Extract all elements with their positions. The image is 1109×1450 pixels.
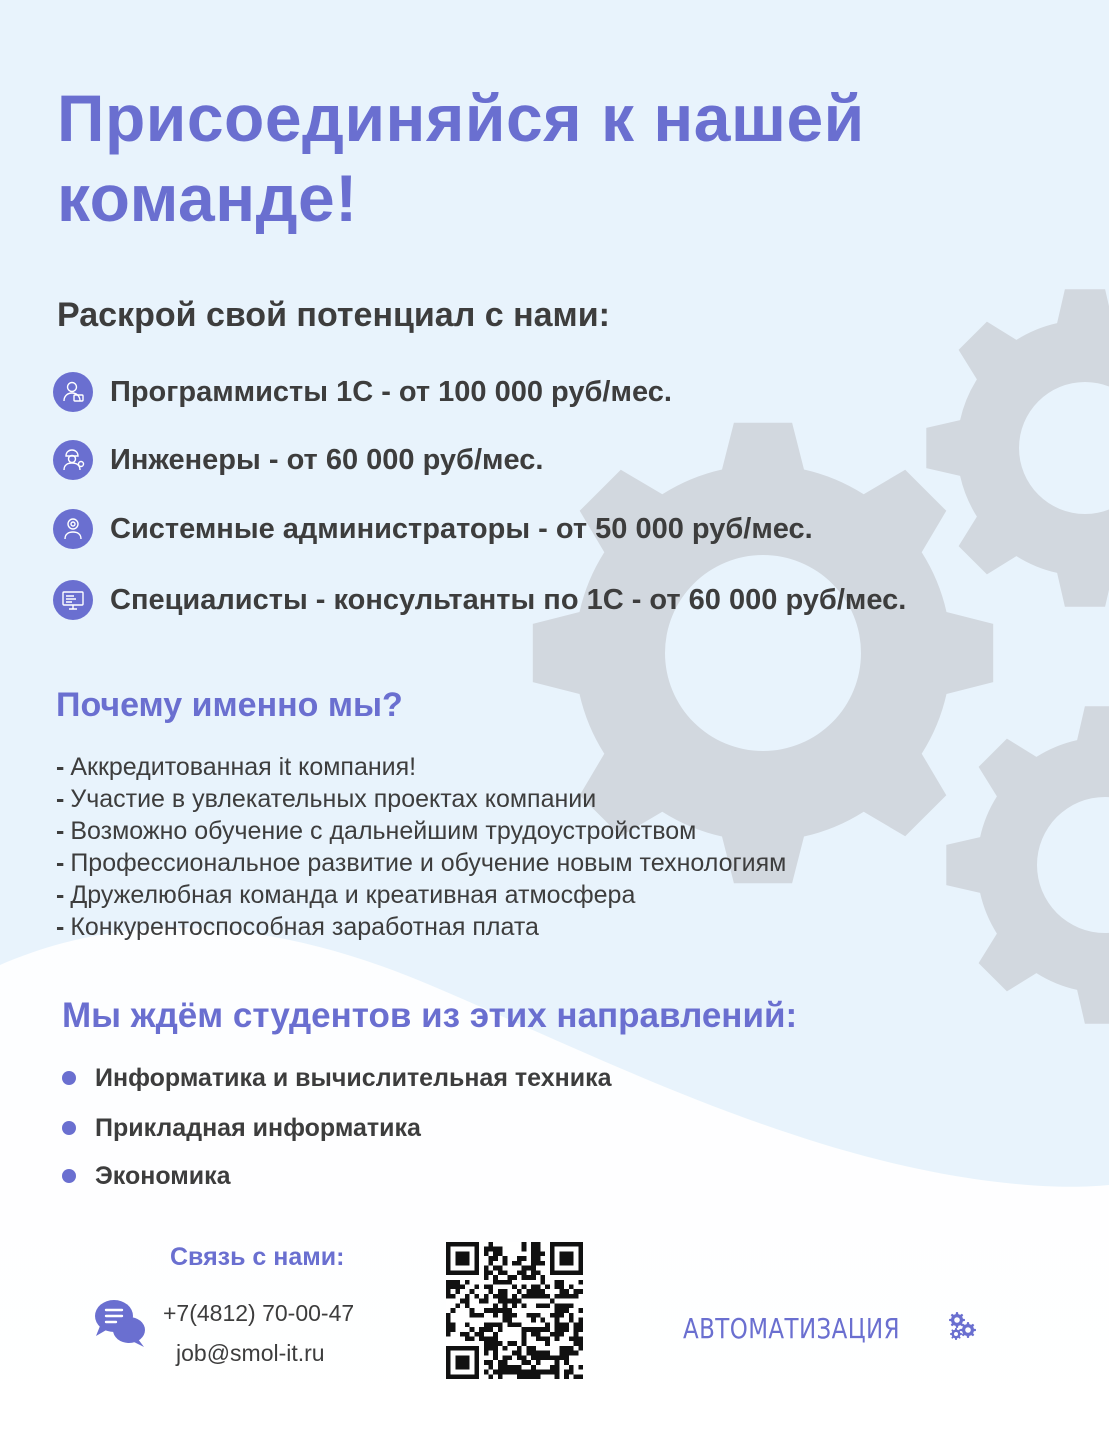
contact-title: Связь с нами: [170,1243,345,1271]
bullet-icon [62,1071,76,1085]
email-link[interactable]: job@smol-it.ru [176,1340,325,1366]
direction-label: Информатика и вычислительная техника [95,1063,612,1092]
gear-shape [960,1322,976,1338]
vacancy-engineers [53,440,543,480]
students-title: Мы ждём студентов из этих направлений: [62,996,798,1035]
engineer-icon [53,440,93,480]
direction-label: Прикладная информатика [95,1113,421,1142]
bullet-icon [62,1169,76,1183]
vacancy-label: Инженеры - от 60 000 руб/мес. [110,443,544,476]
vacancy-programmers [53,372,672,412]
brand-name: АВТОМАТИЗАЦИЯ [683,1311,900,1345]
list-item: - Профессиональное развитие и обучение новым технологиям [56,849,787,877]
title-line-1: Присоединяйся к нашей [57,81,865,155]
chat-icon [92,1296,148,1348]
brand-logo [683,1308,948,1348]
list-item: - Аккредитованная it компания! [56,753,417,781]
vacancy-label: Специалисты - консультанты по 1С - от 60 000 руб/мес. [110,583,907,616]
direction-item [62,1063,611,1093]
page-title [57,78,1037,238]
gears-icon [946,1310,978,1342]
vacancy-label: Программисты 1С - от 100 000 руб/мес. [110,375,672,408]
vacancy-label: Системные администраторы - от 50 000 руб/мес. [110,512,813,545]
direction-item [62,1161,231,1191]
why-us-list [56,751,786,943]
qr-code[interactable] [446,1242,583,1379]
title-line-2: команде! [57,161,358,235]
phone-link[interactable]: +7(4812) 70-00-47 [163,1300,355,1326]
programmer-icon [53,372,93,412]
direction-item [62,1113,421,1143]
list-item: - Конкурентоспособная заработная плата [56,913,539,941]
consultant-icon [53,580,93,620]
direction-label: Экономика [95,1161,231,1190]
list-item: - Дружелюбная команда и креативная атмосфера [56,881,636,909]
subtitle: Раскрой свой потенциал с нами: [57,296,610,334]
vacancy-sysadmins [53,509,813,549]
sysadmin-icon [53,509,93,549]
list-item: - Участие в увлекательных проектах компании [56,785,597,813]
list-item: - Возможно обучение с дальнейшим трудоустройством [56,817,697,845]
vacancy-consultants [53,580,906,620]
gear-shape [950,1328,962,1340]
bullet-icon [62,1121,76,1135]
why-us-title: Почему именно мы? [56,686,403,724]
